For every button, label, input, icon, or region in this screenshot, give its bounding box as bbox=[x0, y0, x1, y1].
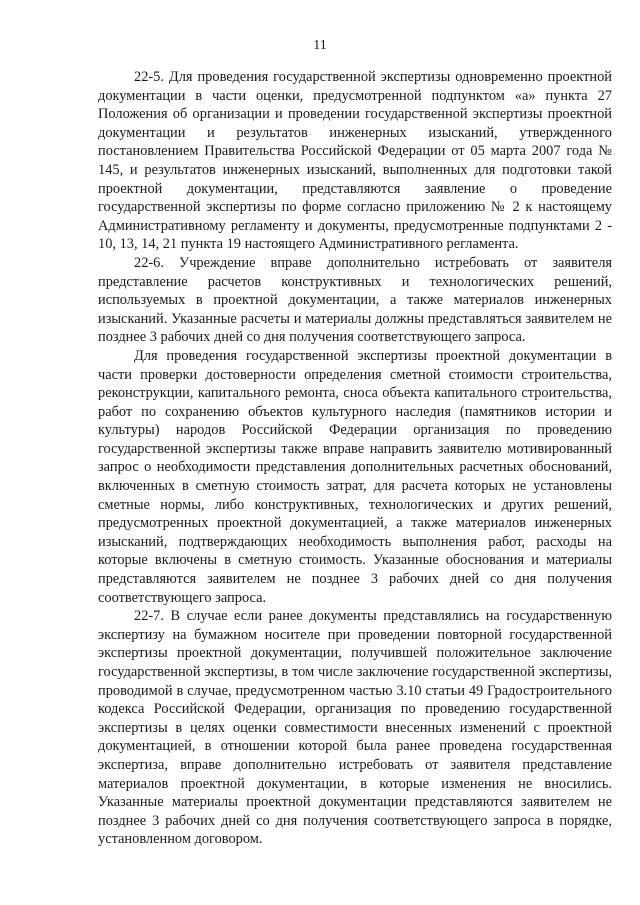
document-body bbox=[98, 68, 612, 849]
paragraph-22-7: 22-7. В случае если ранее документы представлялись на государственную экспертизу на бумажном носителе при проведении повторной государственной экспертизы проектной документации, получившей положительное заключение государственной экспертизы, в том числе заключение государственной экспертизы, проводимой в случае, предусмотренном частью 3.10 статьи 49 Градостроительного кодекса Российской Федерации, организация по проведению государственной экспертизы в целях оценки совместимости внесенных изменений с проектной документацией, в отношении которой была ранее проведена государственная экспертиза, вправе дополнительно истребовать от заявителя представление материалов проектной документации, в которые изменения не вносились. Указанные материалы проектной документации представляются заявителем не позднее 3 рабочих дней со дня получения соответствующего запроса в порядке, установленном договором. bbox=[98, 608, 612, 848]
paragraph-estimate-verification: Для проведения государственной экспертизы проектной документации в части проверки достоверности определения сметной стоимости строительства, реконструкции, капитального ремонта, сноса объекта капитального строительства, работ по сохранению объектов культурного наследия (памятников истории и культуры) народов Российской Федерации организация по проведению государственной экспертизы также вправе направить заявителю мотивированный запрос о необходимости представления дополнительных расчетных обоснований, включенных в сметную стоимость затрат, для расчета которых не установлены сметные нормы, либо конструктивных, технологических и других решений, предусмотренных проектной документацией, а также материалов инженерных изысканий, подтверждающих необходимость выполнения работ, расходы на которые включены в сметную стоимость. Указанные обоснования и материалы представляются заявителем не позднее 3 рабочих дней со дня получения соответствующего запроса. bbox=[98, 347, 612, 606]
paragraph-22-5: 22-5. Для проведения государственной экспертизы одновременно проектной документации в части оценки, предусмотренной подпунктом «а» пункта 27 Положения об организации и проведении государственной экспертизы проектной документации и результатов инженерных изысканий, утвержденного постановлением Правительства Российской Федерации от 05 марта 2007 года № 145, и результатов инженерных изысканий, выполненных для подготовки такой проектной документации, представляются заявление о проведение государственной экспертизы по форме согласно приложению № 2 к настоящему Административному регламенту и документы, предусмотренные подпунктами 2 - 10, 13, 14, 21 пункта 19 настоящего Административного регламента. bbox=[98, 69, 612, 253]
page-number: 11 bbox=[313, 38, 327, 53]
paragraph-22-6: 22-6. Учреждение вправе дополнительно истребовать от заявителя представление расчетов конструктивных и технологических решений, используемых в проектной документации, а также материалов инженерных изысканий. Указанные расчеты и материалы должны представляться заявителем не позднее 3 рабочих дней со дня получения соответствующего запроса. bbox=[98, 254, 612, 346]
